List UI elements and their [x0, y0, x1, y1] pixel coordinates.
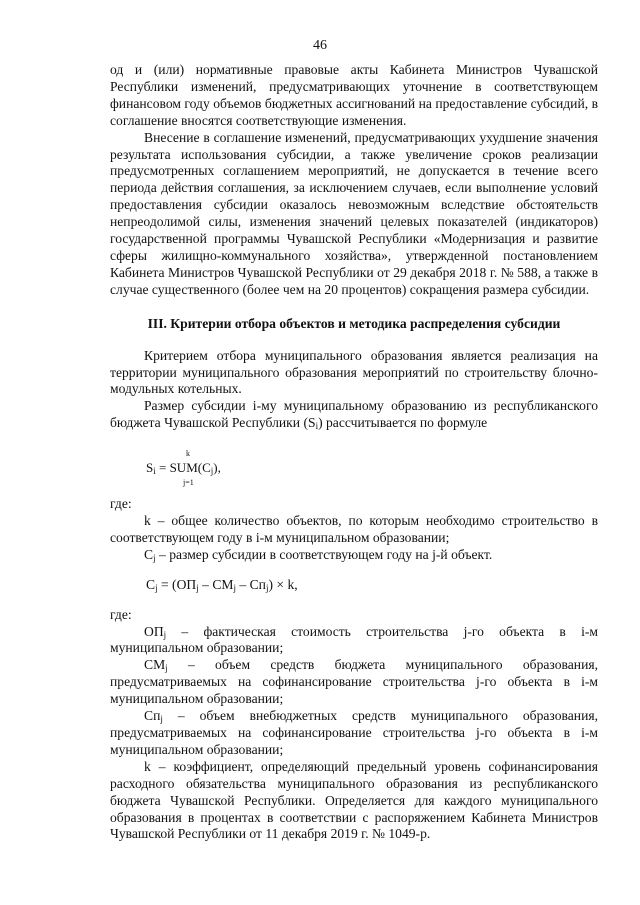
- formula-text: ),: [213, 460, 221, 476]
- subscript: j: [233, 582, 236, 593]
- definition: [110, 657, 598, 708]
- definition: [110, 624, 598, 658]
- subscript: j: [165, 663, 168, 674]
- text-run: Размер субсидии i-му муниципальному образованию из республиканского бюджета Чувашской Республики (S: [110, 398, 598, 431]
- subscript: j: [160, 714, 163, 725]
- text-run: – размер субсидии в соответствующем году на j-й объект.: [155, 546, 493, 562]
- formula-text: ) × k,: [268, 576, 298, 592]
- formula-text: – СМ: [198, 576, 234, 592]
- subscript: j: [153, 552, 156, 563]
- subscript: j: [196, 582, 199, 593]
- subscript: j: [265, 582, 269, 593]
- definition: [110, 547, 598, 564]
- definition: [110, 708, 598, 759]
- subsidy-formula: [146, 444, 598, 496]
- sum-upper-limit: k: [186, 449, 190, 459]
- where-label: где:: [110, 606, 132, 622]
- text-run: ) рассчитывается по формуле: [318, 415, 488, 431]
- sum-lower-limit: j=1: [183, 478, 194, 488]
- definition: k – общее количество объектов, по которым необходимо строительство в соответствующем году в i-м муниципальном образовании;: [110, 513, 598, 545]
- where-label: где:: [110, 496, 132, 512]
- text-run: – фактическая стоимость строительства j-го объекта в i-м муниципальном образовании;: [110, 623, 598, 656]
- formula-text: = SUM(C: [155, 460, 211, 476]
- subscript: j: [210, 466, 214, 477]
- paragraph: [110, 398, 598, 432]
- subscript: j: [163, 629, 167, 640]
- section-heading: III. Критерии отбора объектов и методика распределения субсидии: [147, 315, 561, 331]
- page-number: 46: [313, 38, 327, 53]
- formula-text: = (ОП: [157, 576, 197, 592]
- subscript: i: [315, 421, 319, 432]
- paragraph: Внесение в соглашение изменений, предусматривающих ухудшение значения результата использования субсидии, а также увеличение сроков реализации предусмотренных соглашением мероприятий, не допускается в течение всего периода действия соглашения, за исключением случаев, если выполнение условий предоставления субсидии оказалось невозможным вследствие обстоятельств непреодолимой силы, изменения значений целевых показателей (индикаторов) государственной программы Чувашской Республики «Модернизация и развитие сферы жилищно-коммунального хозяйства», утвержденной постановлением Кабинета Министров Чувашской Республики от 29 декабря 2018 г. № 588, а также в случае существенного (более чем на 20 процентов) сокращения размера субсидии.: [110, 129, 598, 297]
- formula-lhs: S: [146, 460, 154, 476]
- symbol: СМ: [144, 657, 166, 673]
- symbol: C: [144, 546, 154, 562]
- paragraph: Критерием отбора муниципального образования является реализация на территории муниципального образования мероприятий по строительству блочно-модульных котельных.: [110, 347, 598, 397]
- paragraph: од и (или) нормативные правовые акты Кабинета Министров Чувашской Республики изменений, предусматривающих уточнение в соответствующем финансовом году объемов бюджетных ассигнований на предоставление субсидий, в соглашение вносятся соответствующие изменения.: [110, 62, 598, 128]
- subscript: i: [153, 466, 156, 477]
- text-run: – коэффициент, определяющий предельный уровень софинансирования расходного обязательства муниципального образования из республиканского бюджета Чувашской Республики. Определяется для каждого муниципального образования в процентах в соответствии с распоряжением Кабинета Министров Чувашской Республики от 11 декабря 2019 г. № 1049-р.: [110, 758, 598, 842]
- text-run: – объем средств бюджета муниципального образования, предусматриваемых на софинансирование строительства j-го объекта в i-м муниципальном образовании;: [110, 657, 598, 707]
- definition: [110, 759, 598, 844]
- subscript: j: [155, 582, 158, 593]
- document-body: [110, 62, 598, 843]
- symbol: ОП: [144, 623, 164, 639]
- formula-lhs: C: [146, 576, 156, 592]
- formula-text: – Сп: [236, 576, 266, 592]
- cost-formula: [146, 577, 598, 594]
- text-run: – объем внебюджетных средств муниципального образования, предусматриваемых на софинансирование строительства j-го объекта в i-м муниципальном образовании;: [110, 708, 598, 757]
- symbol: k: [144, 758, 151, 774]
- symbol: Сп: [144, 708, 161, 724]
